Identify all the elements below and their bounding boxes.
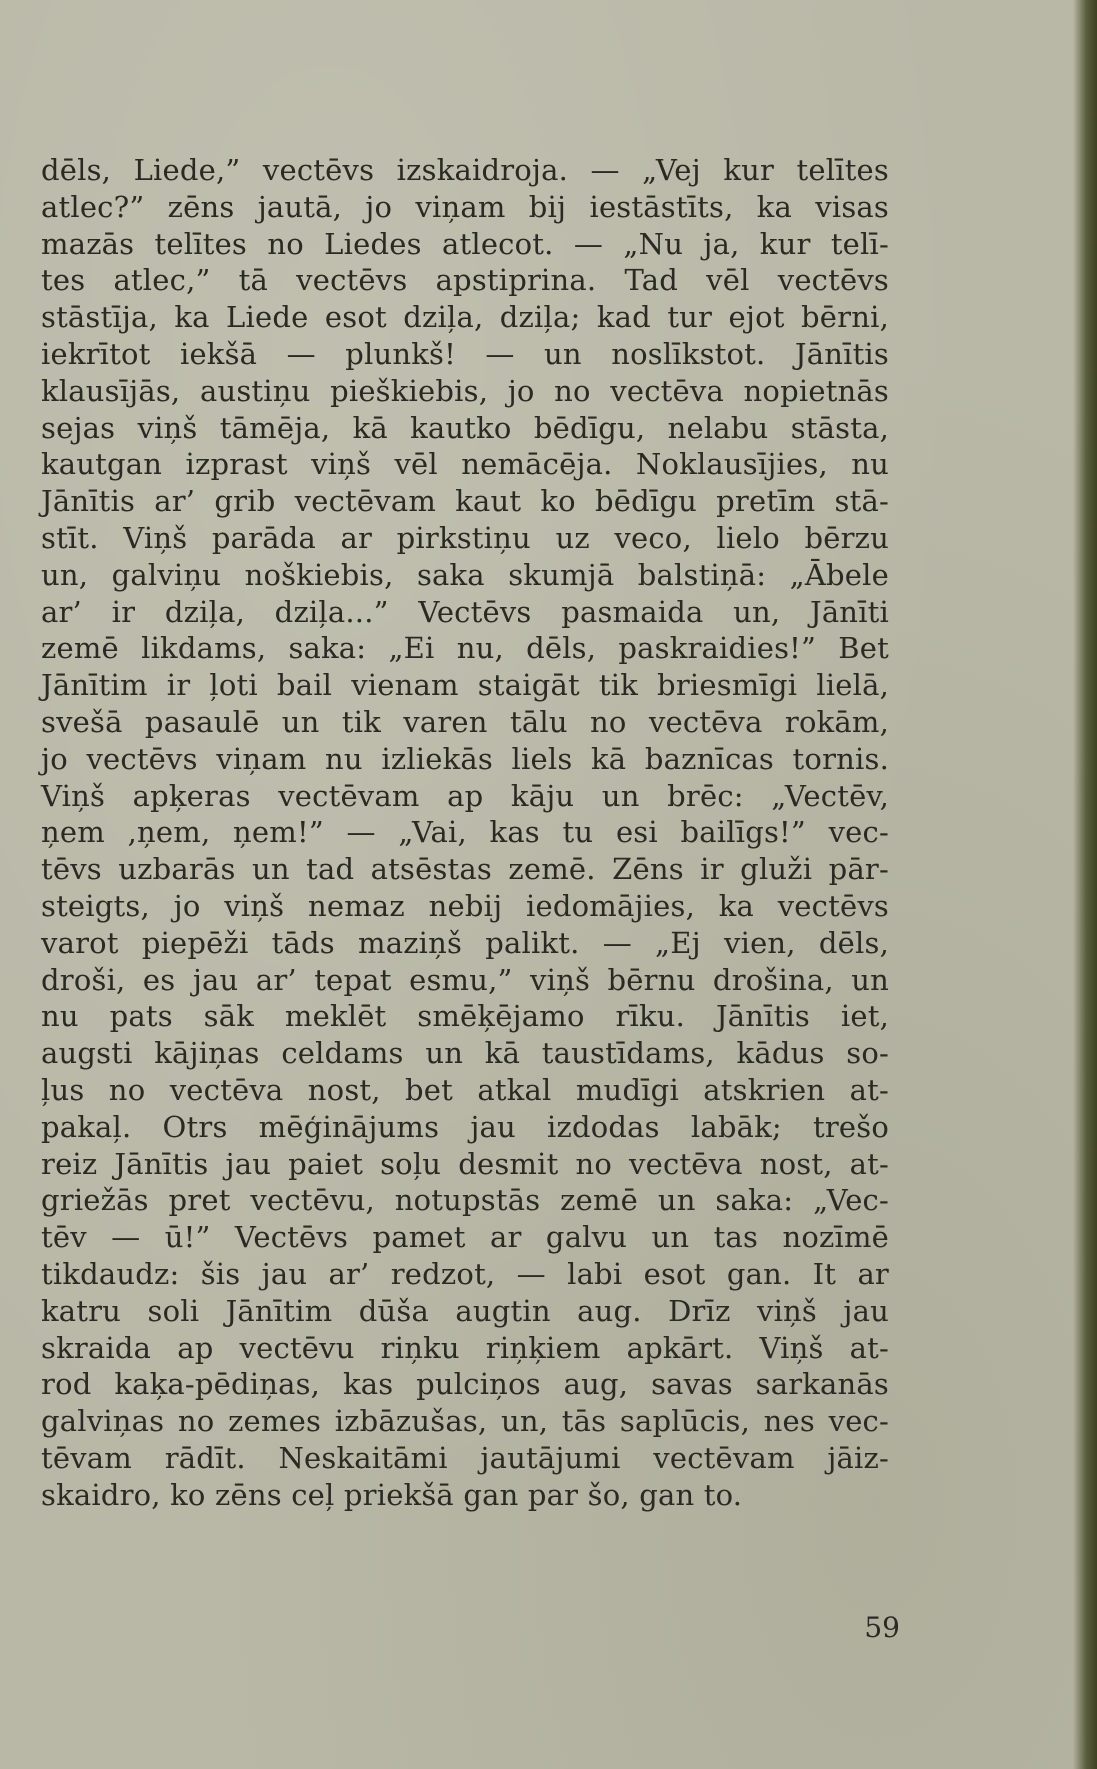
text-line: katru soli Jānītim dūša augtin aug. Drīz viņš jau: [41, 1293, 889, 1328]
text-line: Jānītis ar’ grib vectēvam kaut ko bēdīgu pretīm stā-: [41, 484, 889, 519]
text-line: iekrītot iekšā — plunkš! — un noslīkstot. Jānītis: [41, 336, 889, 371]
page-edge-shadow: [1073, 0, 1097, 1769]
text-line: pakaļ. Otrs mēģinājums jau izdodas labāk; trešo: [41, 1109, 889, 1144]
text-line: jo vectēvs viņam nu izliekās liels kā baznīcas tornis.: [41, 741, 889, 776]
text-line: Viņš apķeras vectēvam ap kāju un brēc: „Vectēv,: [41, 778, 889, 813]
text-line: kautgan izprast viņš vēl nemācēja. Noklausījies, nu: [41, 447, 889, 482]
text-line: sejas viņš tāmēja, kā kautko bēdīgu, nelabu stāsta,: [41, 410, 889, 445]
text-line: tēvam rādīt. Neskaitāmi jautājumi vectēvam jāiz-: [41, 1440, 889, 1475]
text-line: ļus no vectēva nost, bet atkal mudīgi atskrien at-: [41, 1072, 889, 1107]
text-line: atlec?” zēns jautā, jo viņam bij iestāstīts, ka visas: [41, 189, 889, 224]
text-line: griežās pret vectēvu, notupstās zemē un saka: „Vec-: [41, 1183, 889, 1218]
text-line: svešā pasaulē un tik varen tālu no vectēva rokām,: [41, 704, 889, 739]
text-line: tēvs uzbarās un tad atsēstas zemē. Zēns ir gluži pār-: [41, 852, 889, 887]
text-line: skraida ap vectēvu riņku riņķiem apkārt. Viņš at-: [41, 1330, 889, 1365]
text-line: tēv — ū!” Vectēvs pamet ar galvu un tas nozīmē: [41, 1220, 889, 1255]
text-line: tikdaudz: šis jau ar’ redzot, — labi esot gan. It ar: [41, 1256, 889, 1291]
text-line: stāstīja, ka Liede esot dziļa, dziļa; kad tur ejot bērni,: [41, 300, 889, 335]
text-line: droši, es jau ar’ tepat esmu,” viņš bērnu drošina, un: [41, 962, 889, 997]
body-text: [41, 152, 889, 1513]
text-line: rod kaķa-pēdiņas, kas pulciņos aug, savas sarkanās: [41, 1367, 889, 1402]
text-line: steigts, jo viņš nemaz nebij iedomājies, ka vectēvs: [41, 888, 889, 923]
text-line: stīt. Viņš parāda ar pirkstiņu uz veco, lielo bērzu: [41, 520, 889, 555]
text-line: ar’ ir dziļa, dziļa...” Vectēvs pasmaida un, Jānīti: [41, 594, 889, 629]
text-line: Jānītim ir ļoti bail vienam staigāt tik briesmīgi lielā,: [41, 668, 889, 703]
text-line: skaidro, ko zēns ceļ priekšā gan par šo, gan to.: [41, 1477, 743, 1512]
text-line: un, galviņu noškiebis, saka skumjā balstiņā: „Ābele: [41, 557, 889, 592]
text-line: ņem ,ņem, ņem!” — „Vai, kas tu esi bailīgs!” vec-: [41, 815, 889, 850]
text-line: varot piepēži tāds maziņš palikt. — „Ej vien, dēls,: [41, 925, 889, 960]
text-line: nu pats sāk meklēt smēķējamo rīku. Jānītis iet,: [41, 999, 889, 1034]
text-line: reiz Jānītis jau paiet soļu desmit no vectēva nost, at-: [41, 1146, 889, 1181]
text-line: mazās telītes no Liedes atlecot. — „Nu ja, kur telī-: [41, 226, 889, 261]
text-line: zemē likdams, saka: „Ei nu, dēls, paskraidies!” Bet: [41, 631, 889, 666]
text-line: tes atlec,” tā vectēvs apstiprina. Tad vēl vectēvs: [41, 263, 889, 298]
page-number: 59: [864, 1611, 900, 1644]
text-line: augsti kājiņas celdams un kā taustīdams, kādus so-: [41, 1036, 889, 1071]
text-line: klausījās, austiņu pieškiebis, jo no vectēva nopietnās: [41, 373, 889, 408]
text-line: dēls, Liede,” vectēvs izskaidroja. — „Vej kur telītes: [41, 153, 889, 187]
text-line: galviņas no zemes izbāzušas, un, tās saplūcis, nes vec-: [41, 1404, 889, 1439]
